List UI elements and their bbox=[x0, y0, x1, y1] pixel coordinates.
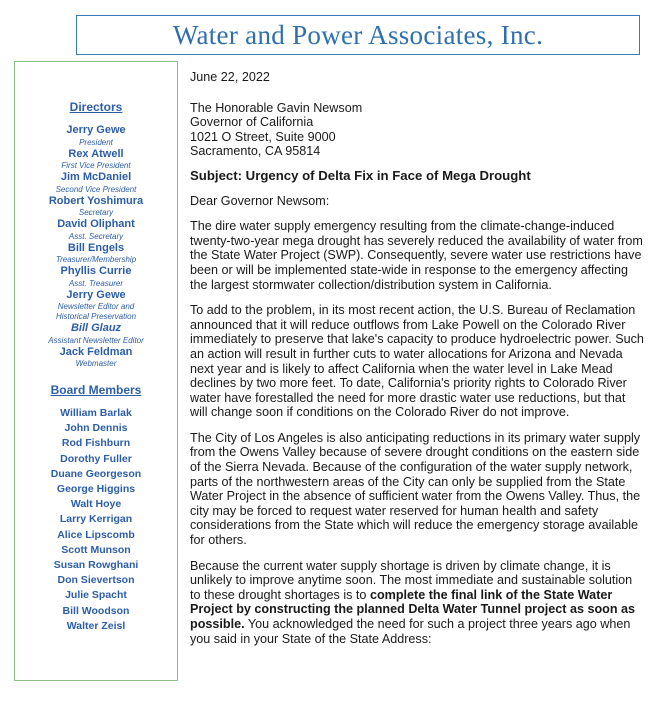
board-member: Walt Hoye bbox=[70, 498, 122, 511]
address-line: Governor of California bbox=[190, 115, 314, 130]
address-line: Sacramento, CA 95814 bbox=[190, 144, 321, 159]
director-title: Secretary bbox=[78, 208, 114, 217]
board-member: Susan Rowghani bbox=[53, 559, 139, 572]
board-member: Scott Munson bbox=[61, 543, 131, 556]
board-member: George Higgins bbox=[56, 483, 136, 496]
board-member: Don Sievertson bbox=[57, 574, 135, 587]
sidebar-roster bbox=[14, 61, 178, 681]
director-name: Phyllis Currie bbox=[60, 265, 132, 277]
board-member: Dorothy Fuller bbox=[60, 452, 132, 465]
director-entry bbox=[15, 265, 177, 289]
board-member: Duane Georgeson bbox=[50, 467, 142, 480]
director-entry bbox=[15, 346, 177, 370]
address-line: 1021 O Street, Suite 9000 bbox=[190, 129, 336, 144]
subject-line: Subject: Urgency of Delta Fix in Face of Mega Drought bbox=[190, 167, 531, 183]
board-member: Alice Lipscomb bbox=[57, 528, 135, 541]
address-line: The Honorable Gavin Newsom bbox=[190, 100, 363, 115]
letterhead-banner bbox=[76, 15, 640, 55]
director-name: Jerry Gewe bbox=[66, 288, 126, 301]
director-name: Jack Feldman bbox=[59, 345, 133, 358]
director-entry bbox=[15, 218, 177, 242]
salutation: Dear Governor Newsom: bbox=[190, 193, 330, 208]
director-name: Bill Glauz bbox=[70, 322, 122, 334]
paragraph-2: To add to the problem, in its most recent action, the U.S. Bureau of Reclamation announced that it will reduce outflows from Lake Powell on the Colorado River immediately to preserve that lake's capacity to produce hydroelectric power. Such an action will result in further cuts to water allocations for Arizona and Nevada next year and is likely to affect California when the water level in Lake Mead declines by two more feet. To date, California's priority rights to Colorado River water have forestalled the need for more drastic water use reductions, but that will change soon if conditions on the Colorado River do not improve. bbox=[190, 303, 644, 420]
recipient-address bbox=[190, 101, 645, 159]
director-title: First Vice President bbox=[61, 161, 131, 170]
paragraph-4 bbox=[190, 559, 645, 647]
organization-name: Water and Power Associates, Inc. bbox=[172, 19, 544, 50]
directors-heading: Directors bbox=[69, 100, 123, 114]
board-member: Bill Woodson bbox=[62, 604, 130, 617]
board-member: William Barlak bbox=[60, 407, 132, 419]
director-name: Bill Engels bbox=[67, 241, 125, 254]
director-entry bbox=[15, 242, 177, 266]
director-title: Asst. Treasurer bbox=[68, 278, 124, 288]
director-title: Newsletter Editor and bbox=[57, 302, 135, 311]
paragraph-3: The City of Los Angeles is also anticipating reductions in its primary water supply from the Owens Valley because of severe drought conditions on the eastern side of the Sierra Nevada. Because of the configuration of the water supply network, parts of the northwestern areas of the City can only be supplied from the State Water Project in the absence of sufficient water from the Owens Valley. Thus, the city may be forced to request water reserved for human health and safety considerations from the State which will reduce the emergency storage available for others. bbox=[190, 430, 641, 548]
director-name: Robert Yoshimura bbox=[48, 194, 144, 207]
director-name: David Oliphant bbox=[57, 218, 135, 230]
director-name: Jim McDaniel bbox=[60, 171, 132, 183]
director-name: Rex Atwell bbox=[68, 147, 124, 160]
director-entry bbox=[15, 322, 177, 346]
board-member: Julie Spacht bbox=[65, 589, 127, 602]
director-entry bbox=[15, 171, 177, 195]
paragraph-4-emphasis: complete the final link of the State Water Project by constructing the planned Delta Water Tunnel project as soon as possible. bbox=[190, 587, 636, 631]
director-title: Treasurer/Membership bbox=[55, 255, 137, 264]
director-name: Jerry Gewe bbox=[66, 124, 126, 136]
director-entry bbox=[15, 195, 177, 219]
paragraph-4-start: Because the current water supply shortage is driven by climate change, it is unlikely to improve anytime soon. The most immediate and sustainable solution to these drought shortages is to bbox=[190, 558, 633, 602]
director-entry bbox=[15, 124, 177, 148]
board-member: Larry Kerrigan bbox=[59, 513, 133, 526]
director-title: Assistant Newsletter Editor bbox=[48, 335, 144, 345]
board-members-heading: Board Members bbox=[50, 383, 142, 397]
board-member: Walter Zeisl bbox=[66, 619, 126, 632]
director-entry bbox=[15, 289, 177, 323]
paragraph-1: The dire water supply emergency resulting from the climate-change-induced twenty-two-year mega drought has severely reduced the availability of water from the State Water Project (SWP). Consequently, severe water use restrictions have been or will be implemented state-wide in response to the emergency affecting the largest stormwater collection/distribution system in California. bbox=[190, 219, 643, 292]
director-title: Asst. Secretary bbox=[68, 231, 124, 241]
director-entry bbox=[15, 148, 177, 172]
director-title: Second Vice President bbox=[55, 184, 137, 194]
paragraph-4-end: You acknowledged the need for such a project three years ago when you said in your State of the State Address: bbox=[190, 617, 631, 646]
board-member: John Dennis bbox=[64, 422, 128, 435]
letter-body bbox=[190, 70, 645, 657]
board-member: Rod Fishburn bbox=[61, 437, 131, 450]
director-title: President bbox=[79, 137, 113, 147]
director-title: Webmaster bbox=[75, 359, 117, 368]
director-title-line2: Historical Preservation bbox=[55, 312, 137, 321]
letter-date: June 22, 2022 bbox=[190, 70, 270, 84]
